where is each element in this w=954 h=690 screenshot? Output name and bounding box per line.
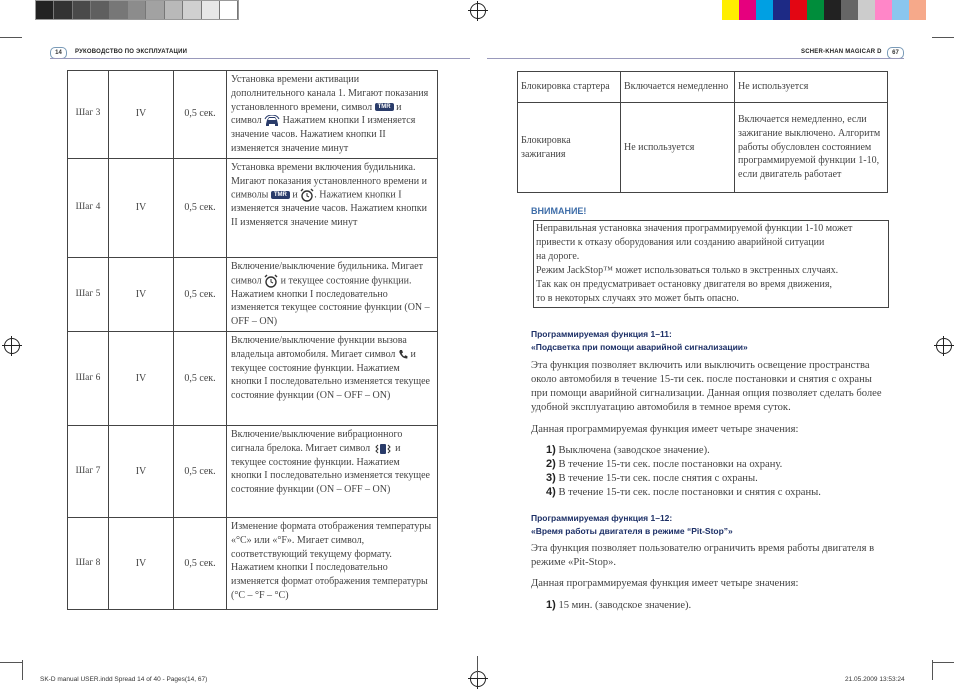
gray-swatch xyxy=(54,1,72,19)
channel-cell: IV xyxy=(109,332,174,426)
registration-mark-top xyxy=(470,3,486,19)
color-swatch xyxy=(722,0,739,20)
time-cell: 0,5 сек. xyxy=(174,158,227,257)
gray-swatch xyxy=(128,1,146,19)
table-row xyxy=(68,158,438,257)
section-heading-line: «Подсветка при помощи аварийной сигнализации» xyxy=(531,342,748,352)
blocking-table xyxy=(517,71,888,193)
footer-file-info: SK-D manual USER.indd Spread 14 of 40 - Pages(14, 67) xyxy=(40,676,208,683)
gray-swatch xyxy=(183,1,201,19)
registration-mark-right xyxy=(936,338,952,354)
description-text: Изменение формата отображения температуры «°C» или «°F». Мигает символ, соответствующий текущему формату. Нажатием кнопки I последовательно изменяется формат отображения температуры (°C – °F – °C) xyxy=(231,521,432,602)
description-text: и символ xyxy=(231,101,402,127)
description-cell xyxy=(227,158,438,257)
color-swatch xyxy=(892,0,909,20)
table-row xyxy=(68,257,438,331)
color-swatch xyxy=(807,0,824,20)
channel-cell: IV xyxy=(109,518,174,610)
description-cell xyxy=(227,332,438,426)
block-when-cell: Включается немедленно xyxy=(621,72,735,103)
block-name-cell: Блокировка стартера xyxy=(518,72,621,103)
description-cell xyxy=(227,518,438,610)
steps-table xyxy=(67,70,438,610)
list-number: 1) xyxy=(546,599,556,611)
attention-title: ВНИМАНИЕ! xyxy=(531,206,587,216)
step-cell: Шаг 3 xyxy=(68,71,109,159)
gray-swatch xyxy=(73,1,91,19)
color-swatch xyxy=(824,0,841,20)
block-when-cell: Не используется xyxy=(621,103,735,193)
gray-swatch xyxy=(91,1,109,19)
list-item xyxy=(546,471,758,486)
gray-swatch xyxy=(110,1,128,19)
attention-line: Так как он предусматривает остановку двигателя во время движения, xyxy=(536,279,832,290)
description-text: Установка времени включения будильника. Мигают показания установленного времени и символы xyxy=(231,161,427,201)
list-text: 15 мин. (заводское значение). xyxy=(558,600,692,611)
phone-icon xyxy=(398,349,408,360)
list-text: В течение 15-ти сек. после постановки и снятия с охраны. xyxy=(558,487,821,498)
description-text: . Нажатием кнопки I изменяется значение часов. Нажатием кнопки II изменяется значение минут xyxy=(231,189,427,229)
color-swatch xyxy=(858,0,875,20)
section-heading-line: «Время работы двигателя в режиме “Pit-Stop”» xyxy=(531,526,733,536)
step-cell: Шаг 7 xyxy=(68,426,109,518)
header-rule-right xyxy=(487,58,904,59)
block-note-cell: Включается немедленно, если зажигание выключено. Алгоритм работы обусловлен состоянием программируемой функции 1-10, если двигатель работает xyxy=(735,103,888,193)
list-item xyxy=(546,485,821,500)
crop-mark xyxy=(932,37,954,38)
gray-swatch xyxy=(146,1,164,19)
time-cell: 0,5 сек. xyxy=(174,426,227,518)
description-text: Включение/выключение будильника. Мигает символ xyxy=(231,260,423,286)
attention-line: привести к отказу оборудования или созданию аварийной ситуации xyxy=(536,237,825,248)
description-text: и текущее состояние функции. Нажатием кнопки I последовательно изменяется текущее состояние функции (ON – OFF – ON) xyxy=(231,274,430,328)
attention-line: Режим JackStop™ может использоваться только в экстренных случаях. xyxy=(536,265,839,276)
block-name-cell: Блокировка зажигания xyxy=(518,103,621,193)
list-text: В течение 15-ти сек. после постановки на охрану. xyxy=(558,459,783,470)
table-row xyxy=(68,332,438,426)
values-intro: Данная программируемая функция имеет четыре значения: xyxy=(531,424,799,435)
description-text: Включение/выключение вибрационного сигнала брелока. Мигает символ xyxy=(231,429,403,454)
crop-mark xyxy=(932,660,933,680)
description-text: и текущее состояние функции. Нажатием кнопки I последовательно изменяется текущее состояние функции (ON – OFF – ON) xyxy=(231,442,430,496)
alarm-clock-icon xyxy=(300,188,314,202)
alarm-clock-icon xyxy=(264,274,278,288)
color-swatch xyxy=(875,0,892,20)
table-row xyxy=(68,518,438,610)
color-swatch xyxy=(790,0,807,20)
values-intro: Данная программируемая функция имеет четыре значения: xyxy=(531,578,799,589)
table-row xyxy=(518,72,888,103)
description-text: Включение/выключение функции вызова владельца автомобиля. Мигает символ xyxy=(231,335,407,360)
description-text: Нажатием кнопки I изменяется значение часов. Нажатием кнопки II изменяется значение минут xyxy=(231,115,416,154)
color-swatch xyxy=(739,0,756,20)
list-number: 1) xyxy=(546,444,556,456)
time-cell: 0,5 сек. xyxy=(174,518,227,610)
crop-mark xyxy=(0,37,22,38)
car-icon xyxy=(264,115,280,127)
section-heading xyxy=(531,512,733,538)
vibration-icon xyxy=(373,443,393,455)
color-swatch xyxy=(841,0,858,20)
attention-box xyxy=(533,220,889,308)
list-number: 4) xyxy=(546,486,556,498)
registration-mark-left xyxy=(4,338,20,354)
description-text: и xyxy=(292,189,298,201)
crop-mark xyxy=(932,662,954,663)
step-cell: Шаг 4 xyxy=(68,158,109,257)
footer-timestamp: 21.05.2009 13:53:24 xyxy=(845,676,905,683)
crop-mark xyxy=(477,656,478,678)
page-number-left: 14 xyxy=(50,47,67,59)
list-text: Выключена (заводское значение). xyxy=(558,445,710,456)
list-item xyxy=(546,457,782,472)
block-note-cell: Не используется xyxy=(735,72,888,103)
tmr-icon: TMR xyxy=(375,103,394,111)
crop-mark xyxy=(22,660,23,680)
description-text: Установка времени активации дополнительного канала 1. Мигают показания установленного времени, символ xyxy=(231,74,429,113)
list-item xyxy=(546,598,691,613)
channel-cell: IV xyxy=(109,426,174,518)
gray-swatch xyxy=(165,1,183,19)
list-item xyxy=(546,443,710,458)
header-title-left: РУКОВОДСТВО ПО ЭКСПЛУАТАЦИИ xyxy=(75,49,188,55)
color-swatch xyxy=(756,0,773,20)
header-rule-left xyxy=(50,58,470,59)
channel-cell: IV xyxy=(109,158,174,257)
header-title-right: SCHER-KHAN MAGICAR D xyxy=(801,49,882,55)
list-number: 2) xyxy=(546,458,556,470)
gray-swatch xyxy=(202,1,220,19)
grayscale-bar xyxy=(35,0,239,20)
time-cell: 0,5 сек. xyxy=(174,71,227,159)
list-text: В течение 15-ти сек. после снятия с охраны. xyxy=(558,473,758,484)
step-cell: Шаг 6 xyxy=(68,332,109,426)
time-cell: 0,5 сек. xyxy=(174,332,227,426)
attention-line: то в некоторых случаях это может быть опасно. xyxy=(536,293,739,304)
color-bar xyxy=(722,0,926,20)
page-number-right: 67 xyxy=(887,47,904,59)
section-heading-line: Программируемая функция 1–11: xyxy=(531,329,672,339)
tmr-icon: TMR xyxy=(271,191,290,199)
description-text: и текущее состояние функции. Нажатием кнопки I последовательно изменяется текущее состояние функции (ON – OFF – ON) xyxy=(231,348,430,402)
channel-cell: IV xyxy=(109,257,174,331)
channel-cell: IV xyxy=(109,71,174,159)
step-cell: Шаг 8 xyxy=(68,518,109,610)
section-description: Эта функция позволяет включить или выключить освещение пространства около автомобиля в течение 15-ти сек. после постановки и снятия с охраны при помощи аварийной сигнализации. Данная опция позволяет сделать более удобной эксплуатацию автомобиля в темное время суток. xyxy=(531,360,882,413)
table-row xyxy=(68,71,438,159)
gray-swatch xyxy=(36,1,54,19)
attention-line: Неправильная установка значения программируемой функции 1-10 может xyxy=(536,223,853,234)
color-swatch xyxy=(773,0,790,20)
gray-swatch xyxy=(220,1,238,19)
color-swatch xyxy=(909,0,926,20)
section-description: Эта функция позволяет пользователю ограничить время работы двигателя в режиме «Pit-Stop». xyxy=(531,543,875,568)
registration-mark-bottom xyxy=(470,671,486,687)
description-cell xyxy=(227,426,438,518)
table-row xyxy=(518,103,888,193)
section-heading-line: Программируемая функция 1–12: xyxy=(531,513,673,523)
list-number: 3) xyxy=(546,472,556,484)
time-cell: 0,5 сек. xyxy=(174,257,227,331)
section-heading xyxy=(531,328,748,354)
attention-line: на дороге. xyxy=(536,251,580,262)
table-row xyxy=(68,426,438,518)
crop-mark xyxy=(0,662,22,663)
description-cell xyxy=(227,71,438,159)
step-cell: Шаг 5 xyxy=(68,257,109,331)
description-cell xyxy=(227,257,438,331)
